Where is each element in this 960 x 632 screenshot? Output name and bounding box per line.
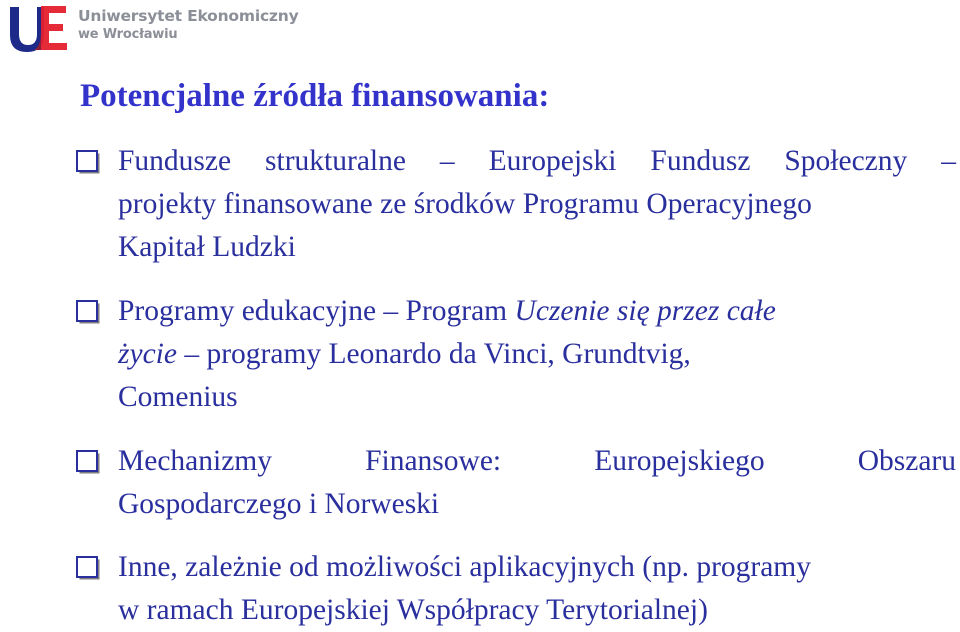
checkbox-square-icon [76,450,101,475]
bullet-text [118,440,956,526]
logo-name-line2: we Wrocławiu [78,26,178,42]
bullet-line: Mechanizmy Finansowe: Europejskiego Obszaru [118,445,956,477]
bullet-text-plain: Programy edukacyjne – Program [118,295,515,327]
bullet-line: Fundusze strukturalne – Europejski Fundusz Społeczny – [118,145,956,177]
bullet-item-structural-funds [76,140,956,269]
bullet-line: Gospodarczego i Norweski [118,488,440,520]
bullet-item-financial-mechanisms [76,440,956,526]
bullet-text [118,546,956,632]
program-name-italic: Uczenie się przez całe [514,295,776,327]
slide-title: Potencjalne źródła finansowania: [80,78,550,114]
logo-name-line1: Uniwersytet Ekonomiczny [78,7,299,25]
logo-wordmark [78,9,299,41]
bullet-item-educational-programs [76,290,956,419]
bullet-item-other-sources [76,546,956,632]
checkbox-square-icon [76,556,101,581]
ue-monogram-icon [8,2,70,54]
bullet-line: Comenius [118,381,238,413]
bullet-line [118,290,956,333]
program-name-italic: życie [118,338,177,370]
bullet-line [118,333,956,376]
bullet-line: projekty finansowane ze środków Programu Operacyjnego [118,188,812,220]
university-logo [8,2,328,54]
bullet-text [118,290,956,419]
bullet-line: Inne, zależnie od możliwości aplikacyjnych (np. programy [118,551,812,583]
checkbox-square-icon [76,300,101,325]
bullet-line: w ramach Europejskiej Współpracy Terytorialnej) [118,594,708,626]
bullet-text [118,140,956,269]
checkbox-square-icon [76,150,101,175]
bullet-line: Kapitał Ludzki [118,231,296,263]
bullet-text-plain: – programy Leonardo da Vinci, Grundtvig, [176,338,691,370]
